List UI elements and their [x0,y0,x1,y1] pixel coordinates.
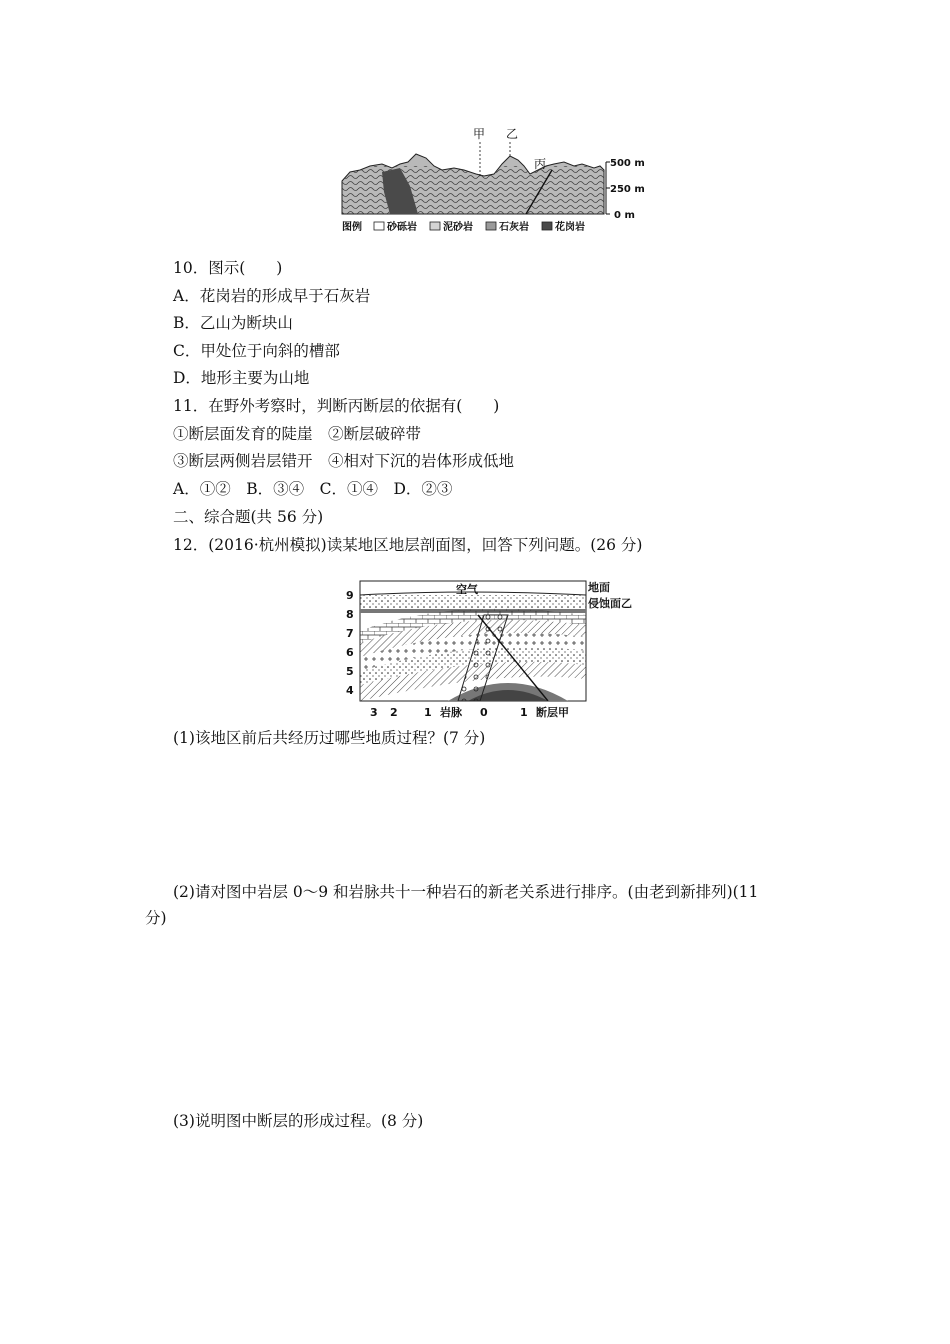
legend-granite: 花岗岩 [555,222,585,233]
q12-sub1: (1)该地区前后共经历过哪些地质过程？(7 分) [173,729,486,747]
bottom-2: 2 [390,706,398,719]
q11-stem: 11．在野外考察时，判断丙断层的依据有( ) [173,397,500,415]
q10-option-c: C．甲处位于向斜的槽部 [173,342,340,360]
strata-section-figure-2 [338,575,632,723]
q11-line-1: ①断层面发育的陡崖 ②断层破碎带 [173,425,422,443]
layer-9: 9 [346,589,354,602]
legend-sandgravel: 砂砾岩 [387,222,417,233]
q12-sub2-line2: 分) [145,909,167,927]
q10-option-a: A．花岗岩的形成早于石灰岩 [173,287,371,305]
bottom-1-left: 1 [424,706,432,719]
layer-7: 7 [346,627,354,640]
section-2-heading: 二、综合题(共 56 分) [173,508,324,526]
q10-option-d: D．地形主要为山地 [173,369,310,387]
q12-stem: 12．(2016·杭州模拟)读某地区地层剖面图，回答下列问题。(26 分) [173,536,643,554]
q11-line-2: ③断层两侧岩层错开 ④相对下沉的岩体形成低地 [173,452,515,470]
scale-0: 0 m [614,210,635,221]
q11-choices: A．①② B．③④ C．①④ D．②③ [173,480,453,498]
legend-mudsand: 泥砂岩 [443,222,473,233]
label-yi: 乙 [506,127,519,141]
bottom-0: 0 [480,706,488,719]
label-ground: 地面 [588,581,610,594]
bottom-1-right: 1 [520,706,528,719]
bottom-3: 3 [370,706,378,719]
layer-5: 5 [346,665,354,678]
label-bing: 丙 [534,157,547,171]
label-erosion-surface: 侵蚀面乙 [588,597,632,610]
scale-250: 250 m [610,184,645,195]
label-air: 空气 [456,583,478,596]
layer-4: 4 [346,684,354,697]
legend-title: 图例 [342,222,362,233]
scale-500: 500 m [610,158,645,169]
geologic-section-figure-1 [338,126,648,236]
legend-limestone: 石灰岩 [499,222,529,233]
layer-8: 8 [346,608,354,621]
bottom-fault-jia: 断层甲 [536,706,569,719]
label-jia: 甲 [473,127,486,141]
q10-stem: 10．图示( ) [173,259,283,277]
layer-6: 6 [346,646,354,659]
bottom-dike: 岩脉 [440,706,462,719]
q12-sub3: (3)说明图中断层的形成过程。(8 分) [173,1112,424,1130]
q10-option-b: B．乙山为断块山 [173,314,293,332]
q12-sub2-line1: (2)请对图中岩层 0～9 和岩脉共十一种岩石的新老关系进行排序。(由老到新排列)(11 [173,883,759,901]
